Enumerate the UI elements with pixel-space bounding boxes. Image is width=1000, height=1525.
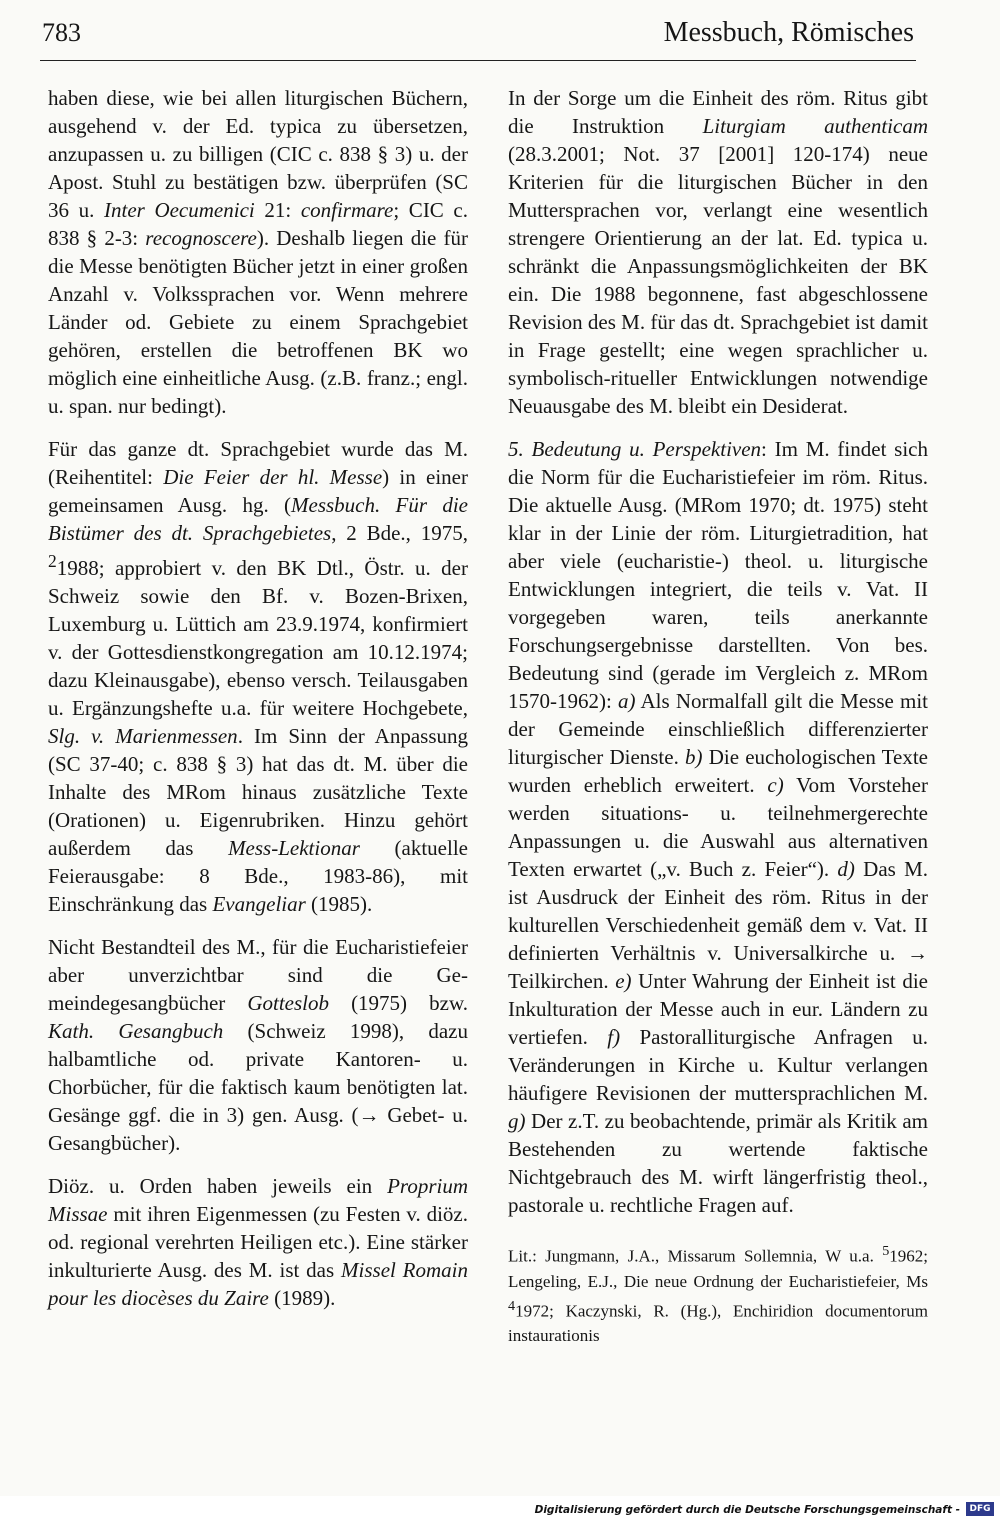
text-run: ) in einer gemeinsamen Ausg. hg. ( bbox=[48, 465, 468, 517]
text-run: (1989). bbox=[268, 1286, 336, 1310]
text-run: mit ihren Eigenmessen (zu Festen v. diöz. od. regional verehrten Heiligen etc.). Eine stärker inkulturierte Ausg. des M. ist das bbox=[48, 1202, 468, 1282]
paragraph bbox=[48, 933, 468, 1157]
text-run: Die euchologischen Texte wurden erheblich erweitert. bbox=[508, 745, 928, 797]
italic-run: recognoscere bbox=[145, 226, 257, 250]
italic-run: Gotteslob bbox=[247, 991, 329, 1015]
text-run: (aktuelle Feierausgabe: 8 Bde., 1983-86), mit Einschränkung das bbox=[48, 836, 468, 916]
text-run: Pastoralliturgische Anfragen u. Veränderungen in Kirche u. Kultur verlangen häufigere Revisionen der muttersprachlichen M. bbox=[508, 1025, 928, 1105]
italic-run: Messbuch. Für die Bistümer des dt. Sprachgebietes bbox=[48, 493, 468, 545]
running-head: Messbuch, Römisches bbox=[663, 17, 914, 48]
italic-run: c) bbox=[767, 773, 784, 797]
paragraph bbox=[508, 435, 928, 1219]
italic-run: Missel Romain pour les diocèses du Zaire bbox=[48, 1258, 469, 1310]
italic-run: f) bbox=[607, 1025, 621, 1049]
text-run: Das M. ist Ausdruck der Einheit des röm. Ritus in der kulturellen Verschiedenheit gemäß dem v. Vat. II definierten Verhältnis v. Universalkirche u. → Teilkirchen. bbox=[508, 857, 928, 993]
text-run: Für das ganze dt. Sprachgebiet wurde das M. (Reihentitel: bbox=[48, 437, 468, 489]
italic-run: Inter Oecumenici bbox=[104, 198, 255, 222]
italic-run: Liturgiam authenticam bbox=[702, 114, 928, 138]
italic-run: b) bbox=[685, 745, 703, 769]
text-run: (1985). bbox=[305, 892, 373, 916]
right-column bbox=[508, 84, 928, 1363]
text-run: Der z.T. zu beobachtende, primär als Kritik am Bestehenden zu wertende faktische Nichtgebrauch des M. wirft längerfristig theol., pastorale u. rechtliche Fragen auf. bbox=[508, 1109, 928, 1217]
superscript: 5 bbox=[882, 1243, 890, 1259]
italic-run: e) bbox=[615, 969, 632, 993]
text-run: ; CIC c. 838 § 2-3: bbox=[48, 198, 469, 250]
text-run: 1988; approbiert v. den BK Dtl., Östr. u. der Schweiz sowie den Bf. v. Bozen-Brixen, Luxemburg u. Lüttich am 23.9.1974, konfirmiert v. der Gottesdienstkongregation am 10.12.1974; dazu Kleinausgabe), ebenso versch. Teilausgaben u. Ergänzungshefte u.a. für weitere Hochgebete, bbox=[48, 556, 468, 720]
italic-run: a) bbox=[618, 689, 636, 713]
paragraph bbox=[48, 435, 468, 918]
italic-run: g) bbox=[508, 1109, 526, 1133]
italic-run: Slg. v. Marienmessen bbox=[48, 724, 238, 748]
italic-run: Mess-Lektionar bbox=[228, 836, 360, 860]
italic-run: Die Feier der hl. Messe bbox=[163, 465, 383, 489]
literature-note bbox=[508, 1239, 928, 1348]
italic-run: Evangeliar bbox=[212, 892, 306, 916]
text-run: 1972; Kaczynski, R. (Hg.), Enchiridion documentorum instaurationis bbox=[508, 1301, 928, 1346]
text-run: , 2 Bde., 1975, bbox=[331, 521, 468, 545]
text-run: : Im M. findet sich die Norm für die Eucharistiefeier im röm. Ritus. Die aktuelle Ausg. (MRom 1970; dt. 1975) steht klar in der Linie der röm. Liturgietradition, hat aber viele (eucharistie-) theol. u. liturgische Entwicklungen integriert, die teils v. Vat. II vorgegeben waren, teils anerkannte Forschungsergebnisse darstellten. Von bes. Bedeutung sind (gerade im Vergleich z. MRom 1570-1962): bbox=[508, 437, 928, 713]
section-heading: 5. Bedeutung u. Perspektiven bbox=[508, 437, 762, 461]
text-run: . Im Sinn der Anpassung (SC 37-40; c. 838 § 3) hat das dt. M. über die Inhalte des MRom hinaus zusätzliche Texte (Orationen) u. Eigenrubriken. Hinzu gehört außerdem das bbox=[48, 724, 468, 860]
paragraph bbox=[48, 84, 468, 420]
paragraph bbox=[508, 84, 928, 420]
text-run: Unter Wahrung der Einheit ist die Inkulturation der Messe auch in eur. Ländern zu vertiefen. bbox=[508, 969, 928, 1049]
text-run: ). Deshalb liegen die für die Messe benötigten Bücher jetzt in einer großen Anzahl v. Volkssprachen vor. Wenn mehrere Länder od. Gebiete zu einem Sprachgebiet gehören, erstellen die betroffenen BK wo möglich eine einheitliche Ausg. (z.B. franz.; engl. u. span. nur bedingt). bbox=[48, 226, 468, 418]
italic-run: confirmare bbox=[300, 198, 394, 222]
text-run: Diöz. u. Orden haben jeweils ein bbox=[48, 1174, 388, 1198]
text-run: In der Sorge um die Einheit des röm. Ritus gibt die Instruktion bbox=[508, 86, 928, 138]
superscript: 4 bbox=[508, 1297, 516, 1314]
text-run: (1975) bzw. bbox=[329, 991, 468, 1015]
text-run: Vom Vorsteher werden situations- u. teilnehmergerechte Anpassungen u. die Auswahl aus alternativen Texten erwartet („v. Buch z. Feier“). bbox=[508, 773, 928, 881]
text-run: Als Normalfall gilt die Messe mit der Gemeinde einschließlich differenzierter liturgischer Dienste. bbox=[508, 689, 928, 769]
text-run: (Schweiz 1998), dazu halbamtliche od. private Kantoren- u. Chorbücher, für die faktisch kaum benötigten lat. Gesänge ggf. die in 3) gen. Ausg. (→ Gebet- u. Gesangbücher). bbox=[48, 1019, 468, 1155]
italic-run: d) bbox=[837, 857, 855, 881]
italic-run: Kath. Gesangbuch bbox=[48, 1019, 224, 1043]
text-run: Lit.: Jungmann, J.A., Missarum Sollemnia, W u.a. bbox=[508, 1246, 883, 1266]
dfg-logo: DFG bbox=[966, 1502, 994, 1516]
header-rule bbox=[40, 60, 916, 61]
text-run: Nicht Bestandteil des M., für die Eucharistiefeier aber unverzichtbar sind die Gemeindegesangbücher bbox=[48, 935, 468, 1015]
paragraph bbox=[48, 1172, 468, 1312]
left-column bbox=[48, 84, 468, 1327]
text-run: haben diese, wie bei allen liturgischen Büchern, ausgehend v. der Ed. typica zu übersetzen, anzupassen u. zu billigen (CIC c. 838 § 3) u. der Apost. Stuhl zu bestätigen bzw. überprüfen (SC 36 u. bbox=[48, 86, 468, 222]
superscript: 2 bbox=[48, 551, 57, 571]
digitization-credit: Digitalisierung gefördert durch die Deutsche Forschungsgemeinschaft - bbox=[534, 1504, 960, 1516]
italic-run: Proprium Missae bbox=[48, 1174, 468, 1226]
text-run: 1962; Lengeling, E.J., Die neue Ordnung der Eucharistiefeier, Ms bbox=[508, 1246, 928, 1291]
text-run: 21: bbox=[254, 198, 301, 222]
page-number: 783 bbox=[42, 18, 81, 47]
text-run: (28.3.2001; Not. 37 [2001] 120-174) neue Kriterien für die liturgischen Bücher in den Muttersprachen vor, verlangt eine wesentlich strengere Orientierung an der lat. Ed. typica u. schränkt die Anpassungsmöglichkeiten der BK ein. Die 1988 begonnene, fast abgeschlossene Revision des M. für das dt. Sprachgebiet ist damit in Frage gestellt; eine wegen sprachlicher u. symbolisch-ritueller Entwicklungen notwendige Neuausgabe des M. bleibt ein Desiderat. bbox=[508, 142, 928, 418]
